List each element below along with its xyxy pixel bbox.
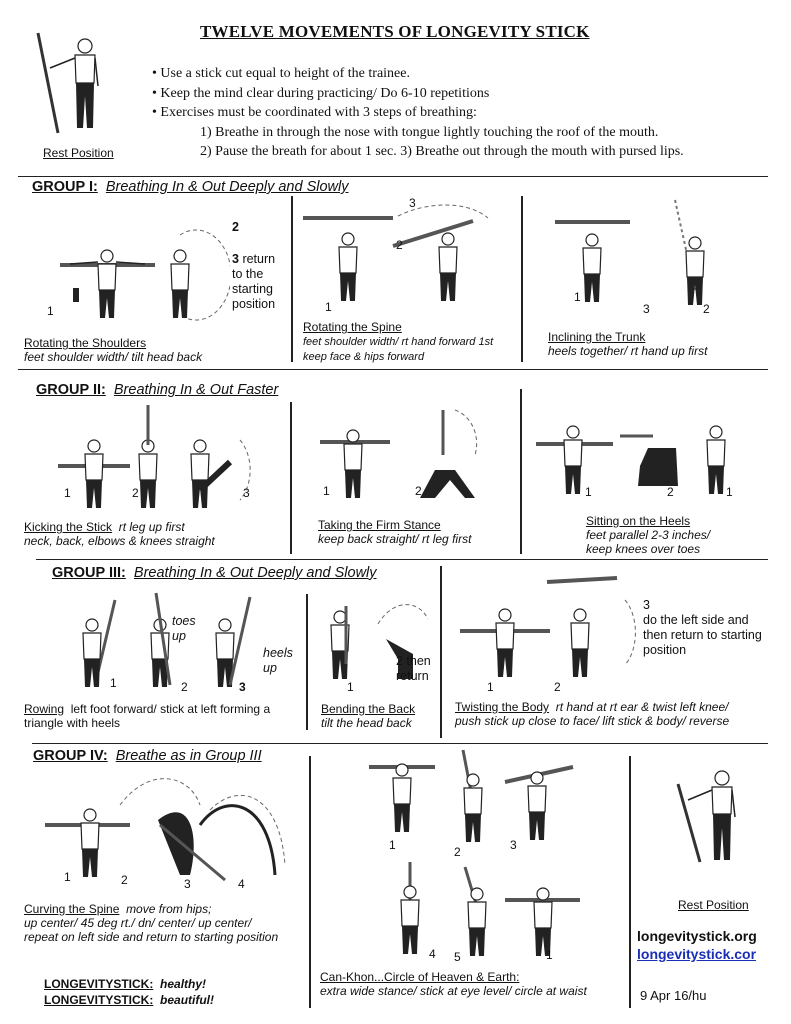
group1-label: GROUP I: (32, 179, 98, 195)
bending-name: Bending the Back (321, 702, 416, 716)
rowing-step-2: 2 (181, 680, 188, 694)
heels-step-1b: 1 (726, 485, 733, 499)
rowing-step-3: 3 (239, 680, 246, 694)
divider-group3 (36, 559, 768, 560)
divider-g1-a (291, 196, 293, 362)
twisting-note-2: push stick up close to face/ lift stick & body/ reverse (455, 714, 730, 728)
divider-g2-b (520, 389, 522, 554)
group3-heading (52, 565, 377, 581)
divider-group2 (18, 369, 768, 370)
heels-sitting-illustration (528, 386, 763, 501)
shoulders-step-3: 3 (232, 252, 239, 266)
curving-step-1: 1 (64, 870, 71, 884)
rest-position-figure-top (28, 28, 118, 138)
shoulders-step-1: 1 (47, 304, 54, 318)
firm-stance-illustration (315, 400, 485, 505)
rowing-caption (24, 702, 270, 730)
divider-g4-b (629, 756, 631, 1008)
slogan-healthy (44, 977, 206, 991)
can-khon-illustration (355, 742, 595, 967)
cankhon-note: extra wide stance/ stick at eye level/ circle at waist (320, 984, 587, 998)
twisting-illustration (455, 575, 640, 685)
heels-caption (586, 514, 710, 556)
group4-desc: Breathe as in Group III (115, 748, 262, 764)
bullet-breathing: • Exercises must be coordinated with 3 steps of breathing: (152, 105, 477, 120)
divider-g1-b (521, 196, 523, 362)
cankhon-step-2: 2 (454, 845, 461, 859)
rowing-step-1: 1 (110, 676, 117, 690)
curving-caption (24, 902, 278, 944)
shoulders-note: feet shoulder width/ tilt head back (24, 350, 203, 364)
slogan-brand-1: LONGEVITYSTICK: (44, 977, 154, 991)
shoulders-return-note: return to the starting position (232, 252, 276, 311)
heels-note-2: keep knees over toes (586, 542, 701, 556)
shoulders-illustration (30, 200, 230, 330)
group3-label: GROUP III: (52, 565, 126, 581)
bending-then-return: 2 then return (396, 654, 431, 683)
trunk-name: Inclining the Trunk (548, 330, 646, 344)
slogan-word-1: healthy! (160, 977, 207, 991)
cankhon-step-1b: 1 (546, 948, 553, 962)
shoulders-caption (24, 336, 202, 364)
bullet-mind-clear: • Keep the mind clear during practicing/ Do 6-10 repetitions (152, 85, 490, 101)
twisting-step-3: 3 (643, 598, 650, 612)
curving-note-3: repeat on left side and return to starting position (24, 930, 279, 944)
shoulders-step-3-note (232, 252, 282, 312)
cankhon-step-4: 4 (429, 947, 436, 961)
kicking-name: Kicking the Stick (24, 520, 113, 534)
firm-name: Taking the Firm Stance (318, 518, 441, 532)
twisting-name: Twisting the Body (455, 700, 550, 714)
cankhon-step-3: 3 (510, 838, 517, 852)
rowing-name: Rowing (24, 702, 65, 716)
group1-desc: Breathing In & Out Deeply and Slowly (105, 179, 349, 195)
spine-rotation-illustration (298, 196, 508, 316)
trunk-step-1: 1 (574, 290, 581, 304)
twisting-caption (455, 700, 729, 728)
rest-position-figure-bottom (672, 762, 762, 872)
rowing-illustration (60, 585, 275, 695)
twisting-step-2: 2 (554, 680, 561, 694)
spine-caption (303, 320, 493, 364)
heels-step-1: 1 (585, 485, 592, 499)
divider-group1 (18, 176, 768, 177)
rowing-note-inline: left foot forward/ stick at left forming a (70, 702, 271, 716)
group2-heading (36, 382, 278, 398)
bending-caption (321, 702, 415, 730)
group4-heading (33, 748, 262, 764)
trunk-note: heels together/ rt hand up first (548, 344, 708, 358)
spine-step-1: 1 (325, 300, 332, 314)
website-text: longevitystick.org (637, 928, 757, 944)
trunk-caption (548, 330, 707, 358)
spine-note-1: feet shoulder width/ rt hand forward 1st (303, 336, 494, 348)
rowing-note-2: triangle with heels (24, 716, 121, 730)
heels-step-2: 2 (667, 485, 674, 499)
kicking-note-inline: rt leg up first (118, 520, 185, 534)
group4-label: GROUP IV: (33, 748, 108, 764)
rest-position-label-top: Rest Position (43, 146, 114, 160)
twisting-note-inline: rt hand at rt ear & twist left knee/ (555, 700, 729, 714)
curving-step-3: 3 (184, 877, 191, 891)
bullet-stick-length: • Use a stick cut equal to height of the trainee. (152, 66, 410, 81)
spine-name: Rotating the Spine (303, 320, 402, 334)
curving-note-inline: move from hips; (126, 902, 212, 916)
bending-step-1: 1 (347, 680, 354, 694)
divider-g2-a (290, 402, 292, 554)
shoulders-step-2: 2 (232, 220, 239, 234)
divider-g3-b (440, 566, 442, 738)
slogan-brand-2: LONGEVITYSTICK: (44, 993, 154, 1007)
cankhon-step-1: 1 (389, 838, 396, 852)
spine-note-2: keep face & hips forward (303, 351, 425, 363)
rest-position-label-bottom: Rest Position (678, 898, 749, 912)
spine-step-2: 2 (396, 238, 403, 252)
firm-step-2: 2 (415, 484, 422, 498)
bending-note: tilt the head back (321, 716, 412, 730)
curving-name: Curving the Spine (24, 902, 120, 916)
curving-step-4: 4 (238, 877, 245, 891)
kicking-note: neck, back, elbows & knees straight (24, 534, 215, 548)
page-title: TWELVE MOVEMENTS OF LONGEVITY STICK (200, 22, 590, 41)
kicking-step-1: 1 (64, 486, 71, 500)
firm-caption (318, 518, 471, 546)
document-date: 9 Apr 16/hu (640, 988, 707, 1003)
kicking-caption (24, 520, 215, 548)
spine-step-3: 3 (409, 196, 416, 210)
twisting-side-note: do the left side and then return to starting position (643, 613, 762, 657)
trunk-step-2: 2 (703, 302, 710, 316)
cankhon-name: Can-Khon...Circle of Heaven & Earth: (320, 970, 520, 984)
curving-note-2: up center/ 45 deg rt./ dn/ center/ up center/ (24, 916, 252, 930)
heels-name: Sitting on the Heels (586, 514, 691, 528)
firm-note: keep back straight/ rt leg first (318, 532, 472, 546)
divider-g4-a (309, 756, 311, 1008)
group2-label: GROUP II: (36, 382, 106, 398)
cankhon-step-5: 5 (454, 950, 461, 964)
spine-curving-illustration (40, 765, 290, 890)
website-link[interactable]: longevitystick.cor (637, 946, 757, 962)
kicking-step-2: 2 (132, 486, 139, 500)
slogan-word-2: beautiful! (160, 993, 215, 1007)
trunk-step-3: 3 (643, 302, 650, 316)
group1-heading (32, 179, 348, 195)
rowing-heels-up: heels up (263, 646, 293, 675)
slogan-beautiful (44, 993, 214, 1007)
curving-step-2: 2 (121, 873, 128, 887)
rowing-toes-up: toes up (172, 614, 196, 643)
twisting-step-1: 1 (487, 680, 494, 694)
breathing-step-1: 1) Breathe in through the nose with tongue lightly touching the roof of the mouth. (200, 124, 659, 140)
heels-note-1: feet parallel 2-3 inches/ (586, 528, 711, 542)
group2-desc: Breathing In & Out Faster (113, 382, 279, 398)
kicking-step-3: 3 (243, 486, 250, 500)
shoulders-name: Rotating the Shoulders (24, 336, 147, 350)
group3-desc: Breathing In & Out Deeply and Slowly (133, 565, 377, 581)
breathing-step-2-3: 2) Pause the breath for about 1 sec. 3) Breathe out through the mouth with pursed lips. (200, 144, 684, 159)
divider-g3-a (306, 594, 308, 730)
firm-step-1: 1 (323, 484, 330, 498)
instruction-list (152, 64, 684, 162)
cankhon-caption (320, 970, 587, 998)
